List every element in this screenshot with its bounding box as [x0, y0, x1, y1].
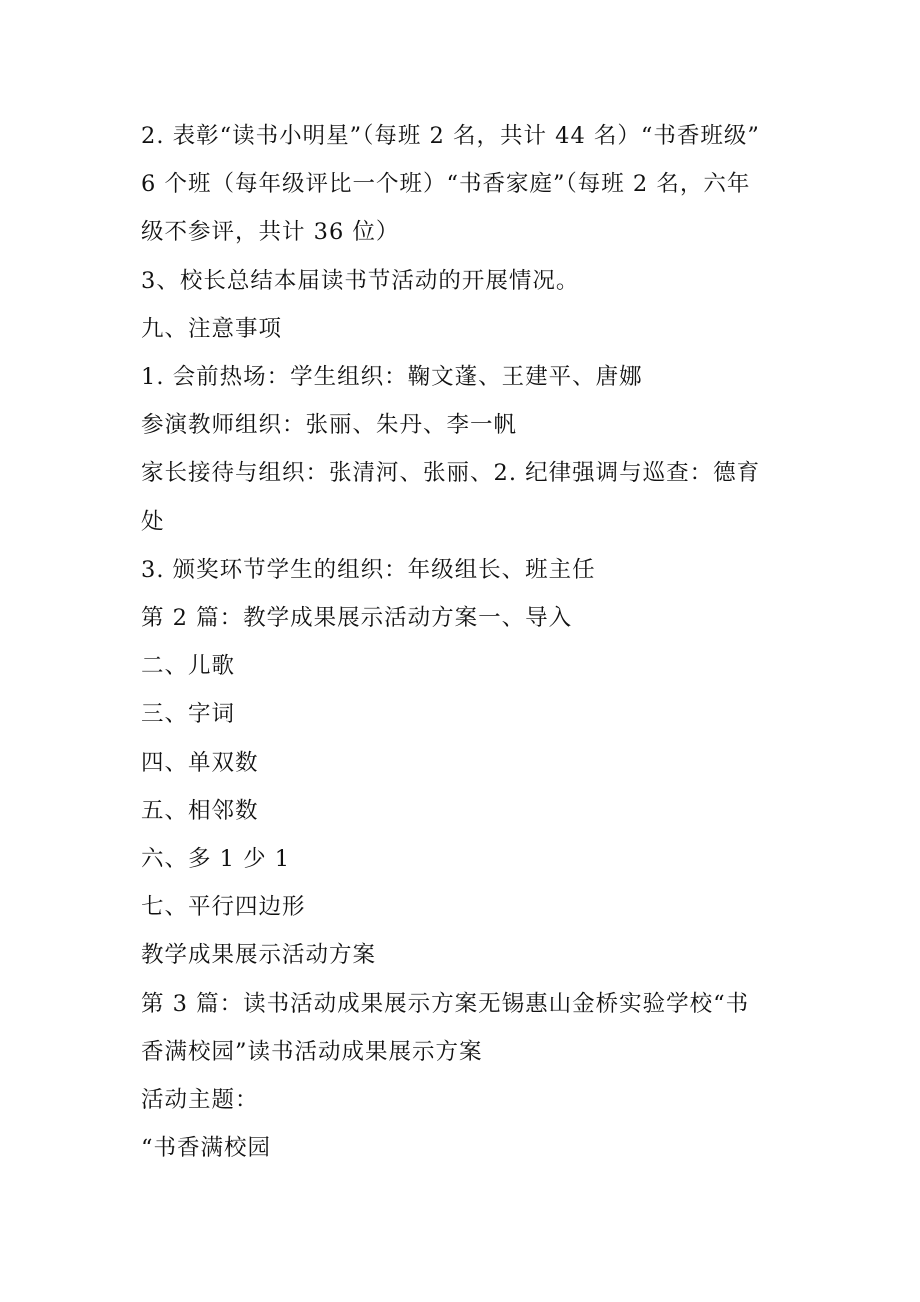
text-line: 三、字词	[141, 701, 236, 728]
text-line: 六、多 1 少 1	[141, 846, 291, 873]
text-line: 6 个班（每年级评比一个班）“书香家庭”（每班 2 名，六年	[141, 171, 751, 198]
text-line: 级不参评，共计 36 位）	[141, 219, 400, 246]
text-line: 活动主题：	[141, 1087, 259, 1114]
text-line: 1. 会前热场：学生组织：鞠文蓬、王建平、唐娜	[141, 364, 643, 391]
text-line: 3. 颁奖环节学生的组织：年级组长、班主任	[141, 556, 596, 583]
text-line: 2. 表彰“读书小明星”（每班 2 名，共计 44 名）“书香班级”	[141, 123, 760, 149]
chapter-heading: 第 2 篇：教学成果展示活动方案一、导入	[141, 605, 573, 632]
document-body	[141, 112, 791, 1172]
text-line: 二、儿歌	[141, 653, 236, 680]
text-line: 七、平行四边形	[141, 894, 306, 921]
text-line: 处	[141, 508, 165, 535]
text-line: 3、校长总结本届读书节活动的开展情况。	[141, 267, 580, 294]
text-line: 教学成果展示活动方案	[141, 942, 377, 969]
text-line: 参演教师组织：张丽、朱丹、李一帆	[141, 412, 518, 439]
section-heading: 九、注意事项	[141, 315, 283, 342]
text-line: 香满校园”读书活动成果展示方案	[141, 1038, 483, 1065]
text-line: “书香满校园	[141, 1135, 272, 1162]
text-line: 四、单双数	[141, 749, 259, 776]
text-line: 五、相邻数	[141, 797, 259, 824]
chapter-heading: 第 3 篇：读书活动成果展示方案无锡惠山金桥实验学校“书	[141, 990, 750, 1017]
text-line: 家长接待与组织：张清河、张丽、2. 纪律强调与巡查：德育	[141, 460, 761, 487]
